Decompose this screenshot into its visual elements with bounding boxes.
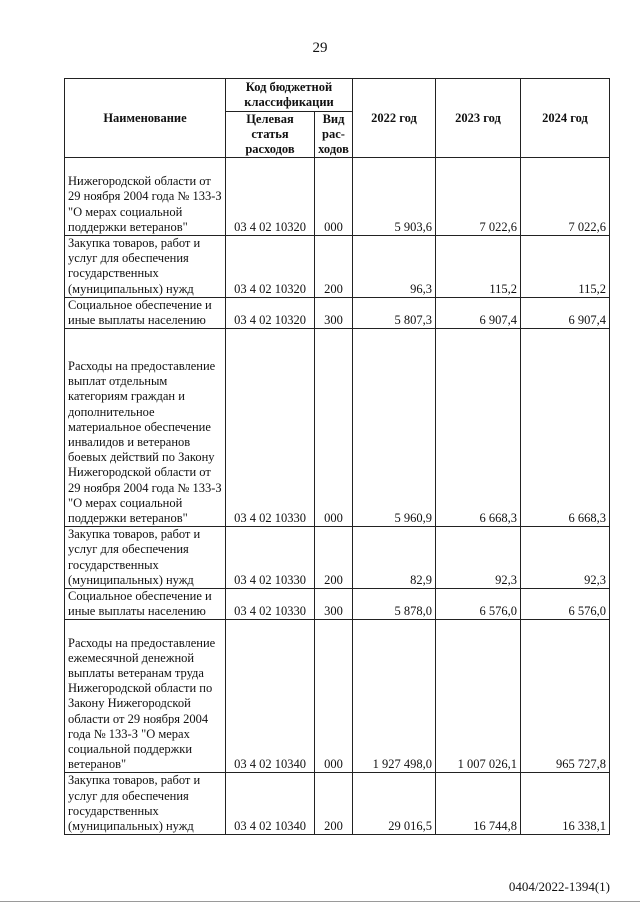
cell-expense-type: 300 <box>315 589 353 620</box>
cell-2024: 92,3 <box>521 527 610 589</box>
cell-2022: 1 927 498,0 <box>353 620 436 773</box>
cell-target-article: 03 4 02 10320 <box>226 236 315 298</box>
cell-2024: 6 668,3 <box>521 329 610 527</box>
cell-target-article: 03 4 02 10340 <box>226 620 315 773</box>
header-2022: 2022 год <box>353 79 436 158</box>
cell-2022: 29 016,5 <box>353 773 436 835</box>
cell-2022: 5 960,9 <box>353 329 436 527</box>
cell-2024: 115,2 <box>521 236 610 298</box>
cell-2024: 6 907,4 <box>521 297 610 328</box>
cell-name: Социальное обеспечение и иные выплаты населению <box>65 297 226 328</box>
cell-target-article: 03 4 02 10320 <box>226 297 315 328</box>
cell-2024: 16 338,1 <box>521 773 610 835</box>
table-row <box>65 620 610 773</box>
cell-name: Закупка товаров, работ и услуг для обеспечения государственных (муниципальных) нужд <box>65 527 226 589</box>
header-kbk-group: Код бюджетной классификации <box>226 79 353 112</box>
cell-2022: 5 878,0 <box>353 589 436 620</box>
cell-name: Закупка товаров, работ и услуг для обеспечения государственных (муниципальных) нужд <box>65 773 226 835</box>
cell-2023: 6 668,3 <box>436 329 521 527</box>
cell-target-article: 03 4 02 10340 <box>226 773 315 835</box>
cell-expense-type: 000 <box>315 620 353 773</box>
cell-2022: 96,3 <box>353 236 436 298</box>
cell-target-article: 03 4 02 10330 <box>226 589 315 620</box>
cell-name: Нижегородской области от 29 ноября 2004 года № 133-З "О мерах социальной поддержки ветеранов" <box>65 158 226 236</box>
cell-2023: 1 007 026,1 <box>436 620 521 773</box>
cell-name: Закупка товаров, работ и услуг для обеспечения государственных (муниципальных) нужд <box>65 236 226 298</box>
table-row <box>65 589 610 620</box>
budget-table <box>64 78 610 835</box>
cell-2024: 7 022,6 <box>521 158 610 236</box>
cell-name: Социальное обеспечение и иные выплаты населению <box>65 589 226 620</box>
cell-2022: 82,9 <box>353 527 436 589</box>
cell-target-article: 03 4 02 10330 <box>226 329 315 527</box>
table-row <box>65 527 610 589</box>
header-2024: 2024 год <box>521 79 610 158</box>
cell-name: Расходы на предоставление ежемесячной денежной выплаты ветеранам труда Нижегородской области по Закону Нижегородской области от 29 ноября 2004 года № 133-З "О мерах социальной поддержки ветеранов" <box>65 620 226 773</box>
cell-expense-type: 000 <box>315 329 353 527</box>
cell-2022: 5 903,6 <box>353 158 436 236</box>
cell-expense-type: 200 <box>315 527 353 589</box>
table-body <box>65 158 610 835</box>
header-2023: 2023 год <box>436 79 521 158</box>
cell-expense-type: 300 <box>315 297 353 328</box>
cell-2023: 6 907,4 <box>436 297 521 328</box>
cell-2024: 965 727,8 <box>521 620 610 773</box>
cell-2024: 6 576,0 <box>521 589 610 620</box>
cell-2023: 115,2 <box>436 236 521 298</box>
document-code: 0404/2022-1394(1) <box>508 879 610 894</box>
header-expense-type: Вид рас-ходов <box>315 112 353 158</box>
cell-2023: 92,3 <box>436 527 521 589</box>
table-row <box>65 773 610 835</box>
table-row <box>65 297 610 328</box>
cell-name: Расходы на предоставление выплат отдельным категориям граждан и дополнительное материальное обеспечение инвалидов и ветеранов боевых действий по Закону Нижегородской области от 29 ноября 2004 года № 133-З "О мерах социальной поддержки ветеранов" <box>65 329 226 527</box>
table-row <box>65 329 610 527</box>
cell-expense-type: 000 <box>315 158 353 236</box>
cell-2023: 6 576,0 <box>436 589 521 620</box>
cell-2023: 16 744,8 <box>436 773 521 835</box>
header-target-article: Целевая статья расходов <box>226 112 315 158</box>
cell-expense-type: 200 <box>315 773 353 835</box>
cell-2022: 5 807,3 <box>353 297 436 328</box>
header-name: Наименование <box>65 79 226 158</box>
cell-target-article: 03 4 02 10330 <box>226 527 315 589</box>
page-number: 29 <box>312 40 328 56</box>
cell-target-article: 03 4 02 10320 <box>226 158 315 236</box>
cell-2023: 7 022,6 <box>436 158 521 236</box>
cell-expense-type: 200 <box>315 236 353 298</box>
table-row <box>65 158 610 236</box>
scan-edge-line <box>0 901 640 902</box>
table-row <box>65 236 610 298</box>
